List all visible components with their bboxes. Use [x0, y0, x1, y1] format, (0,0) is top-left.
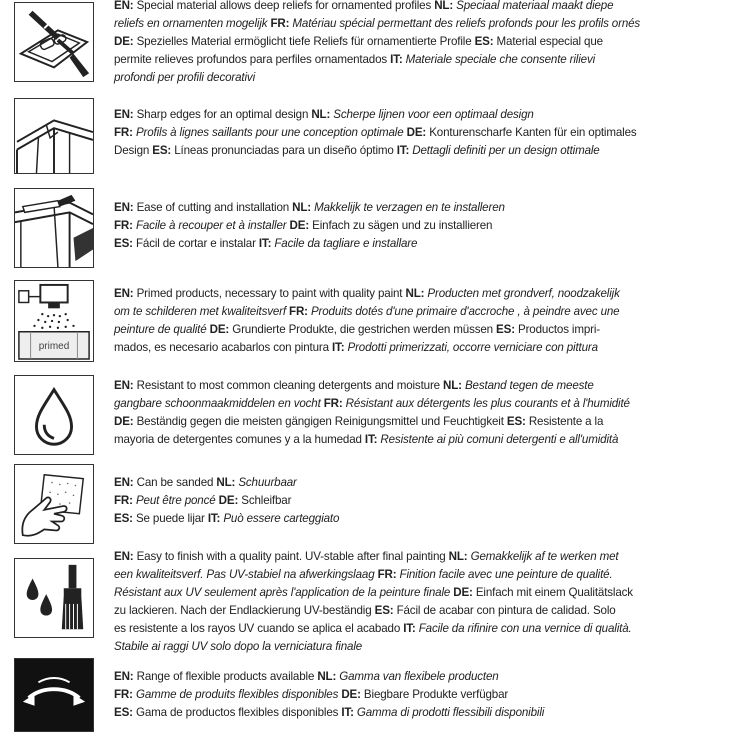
text-line	[114, 602, 726, 620]
text-line	[114, 510, 726, 528]
spray-primed-icon	[14, 280, 94, 362]
language-label: ES:	[374, 604, 394, 617]
italic-text: Producten met grondverf, noodzakelijk	[424, 287, 620, 300]
language-label: ES:	[114, 706, 133, 719]
italic-text: Gamma di prodotti flessibili disponibili	[353, 706, 545, 719]
language-label: DE:	[209, 323, 230, 336]
plain-text: Ease of cutting and installation	[133, 201, 293, 214]
text-line	[114, 431, 726, 449]
text-line	[114, 492, 726, 510]
chisel-relief-icon	[14, 2, 94, 82]
language-label: EN:	[114, 0, 134, 12]
language-label: EN:	[114, 201, 134, 214]
language-label: NL:	[443, 379, 462, 392]
plain-text: permite relieves profundos para perfiles ornamentados	[114, 53, 391, 66]
italic-text: Finition facile avec une peinture de qualité.	[396, 568, 613, 581]
text-line	[114, 217, 726, 235]
language-label: FR:	[114, 126, 133, 139]
feature-row-cutting	[0, 188, 736, 272]
saw-cutting-icon	[14, 188, 94, 268]
text-line	[114, 377, 726, 395]
italic-text: profondi per profili decorativi	[114, 71, 255, 84]
italic-text: Speciaal materiaal maakt diepe	[453, 0, 614, 12]
italic-text: Facile da rifinire con una vernice di qualità.	[415, 622, 632, 635]
text-line	[114, 668, 726, 686]
text-line	[114, 620, 726, 638]
language-label: EN:	[114, 379, 134, 392]
language-label: NL:	[311, 108, 331, 121]
language-label: DE:	[453, 586, 473, 599]
italic-text: Materiale speciale che consente rilievi	[402, 53, 596, 66]
language-label: ES:	[506, 415, 526, 428]
plain-text: Easy to finish with a quality paint. UV-stable after final painting	[133, 550, 449, 563]
water-drop-icon	[14, 375, 94, 455]
italic-text: Bestand tegen de meeste	[461, 379, 594, 392]
plain-text: Se puede lijar	[132, 512, 208, 525]
italic-text: Schuurbaar	[235, 476, 297, 489]
language-label: FR:	[114, 219, 133, 232]
text-line	[114, 584, 726, 602]
feature-row-primed	[0, 280, 736, 368]
language-label: DE:	[341, 688, 361, 701]
italic-text: Gemakkelijk af te werken met	[467, 550, 619, 563]
language-label: EN:	[114, 550, 134, 563]
text-line	[114, 321, 726, 339]
italic-text: Makkelijk te verzagen en te installeren	[311, 201, 505, 214]
plain-text: Spezielles Material ermöglicht tiefe Reliefs für ornamentierte Profile	[133, 35, 475, 48]
italic-text: om te schilderen met kwaliteitsverf	[114, 305, 290, 318]
language-label: IT:	[331, 341, 345, 354]
feature-row-sanded	[0, 462, 736, 548]
language-label: NL:	[317, 670, 337, 683]
text-line	[114, 704, 726, 722]
text-line	[114, 142, 726, 160]
language-label: NL:	[405, 287, 425, 300]
plain-text: Material especial que	[493, 35, 603, 48]
italic-text: Gamme de produits flexibles disponibles	[132, 688, 342, 701]
italic-text: Scherpe lijnen voor een optimaal design	[330, 108, 534, 121]
plain-text: Can be sanded	[133, 476, 217, 489]
language-label: FR:	[289, 305, 308, 318]
plain-text: Range of flexible products available	[133, 670, 318, 683]
language-label: IT:	[396, 144, 410, 157]
italic-text: gangbare schoonmaakmiddelen en vocht	[114, 397, 324, 410]
text-line	[114, 199, 726, 217]
italic-text: Profils à lignes saillants pour une conception optimale	[132, 126, 407, 139]
italic-text: Stabile ai raggi UV solo dopo la verniciatura finale	[114, 640, 363, 653]
plain-text: Fácil de cortar e instalar	[132, 237, 259, 250]
text-line	[114, 235, 726, 253]
language-label: FR:	[114, 688, 133, 701]
language-label: EN:	[114, 476, 134, 489]
plain-text: es resistente a los rayos UV cuando se aplica el acabado	[114, 622, 404, 635]
italic-text: een kwaliteitsverf. Pas UV-stabiel na afwerkingslaag	[114, 568, 378, 581]
language-label: IT:	[403, 622, 416, 635]
plain-text: Biegbare Produkte verfügbar	[360, 688, 509, 701]
text-line	[114, 413, 726, 431]
italic-text: Gamma van flexibele producten	[336, 670, 499, 683]
feature-row-sharp-edges	[0, 98, 736, 178]
language-label: ES:	[152, 144, 172, 157]
text-line	[114, 69, 726, 87]
language-label: DE:	[289, 219, 310, 232]
plain-text: Resistente a la	[525, 415, 604, 428]
text-line	[114, 0, 726, 15]
primed-label: primed	[38, 341, 70, 352]
language-label: NL:	[216, 476, 236, 489]
language-label: EN:	[114, 108, 134, 121]
plain-text: zu lackieren. Nach der Endlackierung UV-beständig	[114, 604, 375, 617]
language-label: EN:	[114, 287, 134, 300]
language-label: ES:	[114, 237, 133, 250]
language-label: ES:	[114, 512, 133, 525]
plain-text: Gama de productos flexibles disponibles	[132, 706, 342, 719]
text-line	[114, 566, 726, 584]
feature-row-resistant	[0, 373, 736, 459]
feature-row-flexible	[0, 656, 736, 736]
text-line	[114, 339, 726, 357]
language-label: NL:	[292, 201, 312, 214]
italic-text: Produits dotés d'une primaire d'accroche , à peindre avec une	[307, 305, 620, 318]
plain-text: Einfach mit einem Qualitätslack	[472, 586, 633, 599]
italic-text: Facile à recouper et à installer	[132, 219, 290, 232]
flexible-arrows-icon	[14, 658, 94, 732]
language-label: DE:	[406, 126, 427, 139]
plain-text: Design	[114, 144, 153, 157]
italic-text: Dettagli definiti per un design ottimale	[409, 144, 600, 157]
text-line	[114, 638, 726, 656]
text-line	[114, 548, 726, 566]
text-line	[114, 51, 726, 69]
language-label: DE:	[218, 494, 239, 507]
text-line	[114, 303, 726, 321]
language-label: NL:	[434, 0, 454, 12]
language-label: DE:	[114, 415, 134, 428]
plain-text: Einfach zu sägen und zu installieren	[309, 219, 493, 232]
italic-text: Résistant aux UV seulement après l'application de la peinture finale	[114, 586, 454, 599]
language-label: ES:	[496, 323, 515, 336]
plain-text: Konturenscharfe Kanten für ein optimales	[426, 126, 637, 139]
text-line	[114, 474, 726, 492]
text-line	[114, 285, 726, 303]
sanding-hand-icon	[14, 464, 94, 544]
language-label: NL:	[448, 550, 468, 563]
plain-text: Grundierte Produkte, die gestrichen werden müssen	[229, 323, 497, 336]
plain-text: Líneas pronunciadas para un diseño óptimo	[171, 144, 397, 157]
language-label: ES:	[474, 35, 494, 48]
language-label: IT:	[258, 237, 272, 250]
text-line	[114, 395, 726, 413]
plain-text: Fácil de acabar con pintura de calidad. Solo	[393, 604, 616, 617]
plain-text: Resistant to most common cleaning detergents and moisture	[133, 379, 444, 392]
language-label: IT:	[364, 433, 378, 446]
italic-text: reliefs en ornamenten mogelijk	[114, 17, 271, 30]
plain-text: mados, es necesario acabarlos con pintura	[114, 341, 332, 354]
sharp-edge-icon	[14, 98, 94, 174]
language-label: EN:	[114, 670, 134, 683]
feature-row-finish	[0, 546, 736, 658]
italic-text: Matériau spécial permettant des reliefs profonds pour les profils ornés	[289, 17, 641, 30]
language-label: FR:	[377, 568, 397, 581]
italic-text: Può essere carteggiato	[220, 512, 340, 525]
plain-text: Primed products, necessary to paint with quality paint	[133, 287, 406, 300]
language-label: IT:	[390, 53, 403, 66]
plain-text: Beständig gegen die meisten gängigen Reinigungsmittel und Feuchtigkeit	[133, 415, 507, 428]
plain-text: mayoria de detergentes comunes y a la humedad	[114, 433, 365, 446]
language-label: FR:	[114, 494, 133, 507]
italic-text: Peut être poncé	[132, 494, 219, 507]
feature-row-relief	[0, 0, 736, 92]
language-label: FR:	[270, 17, 290, 30]
text-line	[114, 15, 726, 33]
plain-text: Special material allows deep reliefs for ornamented profiles	[133, 0, 435, 12]
language-label: IT:	[341, 706, 354, 719]
italic-text: Resistente ai più comuni detergenti e all'umidità	[377, 433, 619, 446]
text-line	[114, 106, 726, 124]
plain-text: Sharp edges for an optimal design	[133, 108, 312, 121]
text-line	[114, 33, 726, 51]
italic-text: Résistant aux détergents les plus courants et à l'humidité	[342, 397, 630, 410]
paint-brush-drops-icon	[14, 558, 94, 638]
italic-text: Prodotti primerizzati, occorre verniciare con pittura	[344, 341, 598, 354]
italic-text: peinture de qualité	[114, 323, 210, 336]
plain-text: Schleifbar	[238, 494, 292, 507]
language-label: FR:	[323, 397, 343, 410]
text-line	[114, 124, 726, 142]
text-line	[114, 686, 726, 704]
italic-text: Facile da tagliare e installare	[271, 237, 418, 250]
plain-text: Productos impri-	[514, 323, 601, 336]
language-label: DE:	[114, 35, 134, 48]
language-label: IT:	[207, 512, 221, 525]
